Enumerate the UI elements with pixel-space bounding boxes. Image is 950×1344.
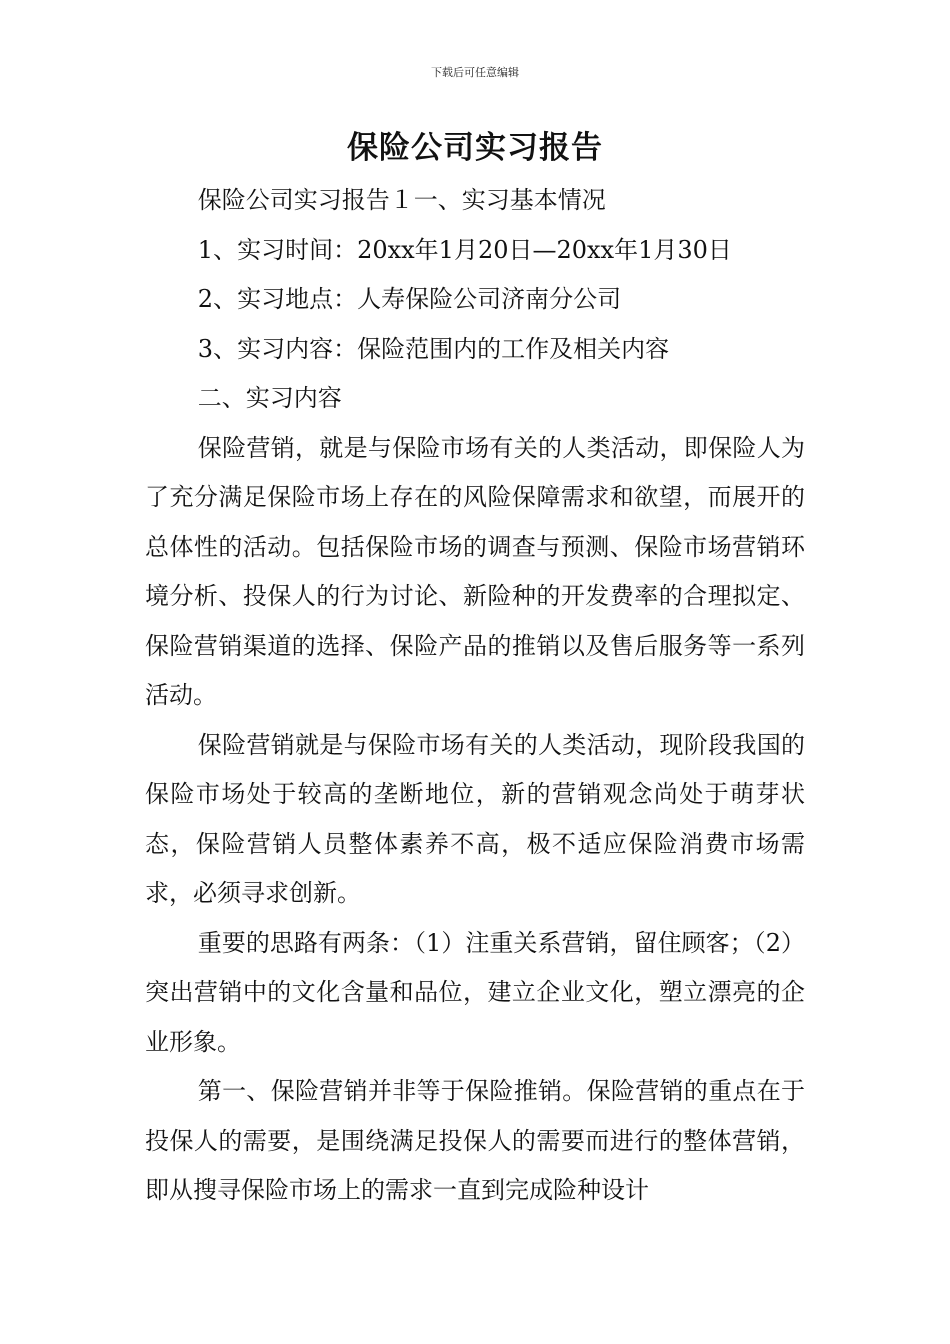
paragraph-internship-content: 3、实习内容：保险范围内的工作及相关内容 — [197, 334, 670, 363]
document-body — [145, 176, 805, 1216]
document-title: 保险公司实习报告 — [347, 130, 603, 166]
paragraph-internship-location: 2、实习地点：人寿保险公司济南分公司 — [197, 285, 622, 313]
paragraph-internship-time: 1、实习时间：20xx年1月20日—20xx年1月30日 — [197, 235, 732, 264]
section-heading-content: 二、实习内容 — [197, 384, 342, 412]
header-note: 下载后可任意编辑 — [431, 66, 519, 79]
paragraph-intro: 保险公司实习报告１一、实习基本情况 — [197, 186, 606, 214]
paragraph-main-ideas: 重要的思路有两条：（1）注重关系营销，留住顾客；（2）突出营销中的文化含量和品位，建立企业文化，塑立漂亮的企业形象。 — [145, 928, 805, 1056]
paragraph-marketing-definition: 保险营销，就是与保险市场有关的人类活动，即保险人为了充分满足保险市场上存在的风险保障需求和欲望，而展开的总体性的活动。包括保险市场的调查与预测、保险市场营销环境分析、投保人的行为讨论、新险种的开发费率的合理拟定、保险营销渠道的选择、保险产品的推销以及售后服务等一系列活动。 — [145, 433, 805, 709]
paragraph-market-status: 保险营销就是与保险市场有关的人类活动，现阶段我国的保险市场处于较高的垄断地位，新的营销观念尚处于萌芽状态，保险营销人员整体素养不高，极不适应保险消费市场需求，必须寻求创新。 — [145, 730, 805, 907]
paragraph-first-point: 第一、保险营销并非等于保险推销。保险营销的重点在于投保人的需要，是围绕满足投保人的需要而进行的整体营销，即从搜寻保险市场上的需求一直到完成险种设计 — [145, 1077, 805, 1204]
